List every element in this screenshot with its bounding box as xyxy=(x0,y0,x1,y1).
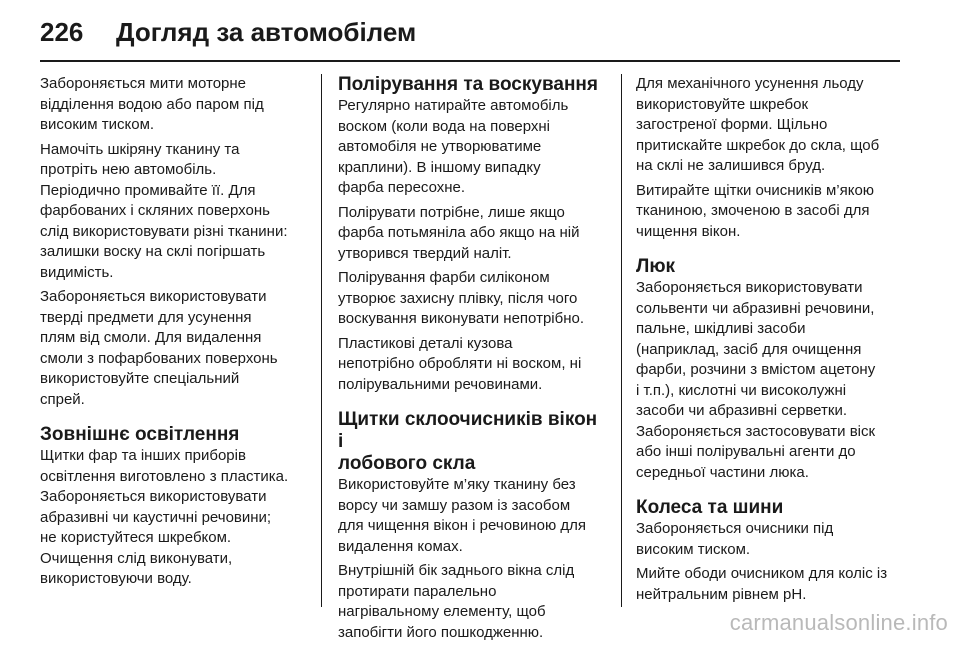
paragraph: Намочіть шкіряну тканину та протріть нею автомобіль. Періодично промивайте її. Для фарбованих і скляних поверхонь слід використовувати різні тканини: залишки воску на склі погіршать видимість. xyxy=(40,140,288,281)
column-middle xyxy=(338,74,606,647)
paragraph: Використовуйте м’яку тканину без ворсу чи замшу разом із засобом для чищення вікон і речовиною для видалення комах. xyxy=(338,476,587,555)
paragraph: Забороняється очисники під високим тиском. xyxy=(636,520,834,558)
header-rule xyxy=(40,60,900,62)
paragraph: Забороняється використовувати сольвенти чи абразивні речовини, пальне, шкідливі засоби (наприклад, засіб для очищення фарби, розчини з вмістом ацетону і т.п.), кислотні чи високолужні засоби чи абразивні серветки. Забороняється застосовувати віск або інші полірувальні агенти до середньої частини люка. xyxy=(636,279,876,481)
paragraph: Полірувати потрібне, лише якщо фарба потьмяніла або якщо на ній утворився твердий наліт. xyxy=(338,203,580,262)
section-heading: Полірування та воскування xyxy=(338,74,598,95)
page-title: Догляд за автомобілем xyxy=(116,17,417,47)
watermark: carmanualsonline.info xyxy=(729,610,948,635)
column-divider-1 xyxy=(321,74,322,607)
page-number: 226 xyxy=(40,17,84,47)
column-divider-2 xyxy=(621,74,622,607)
paragraph: Щитки фар та інших приборів освітлення виготовлено з пластика. Забороняється використовувати абразивні чи каустичні речовини; не користуйтеся шкребком. Очищення слід виконувати, використовуючи воду. xyxy=(40,447,289,587)
paragraph: Полірування фарби силіконом утворює захисну плівку, після чого воскування виконувати непотрібно. xyxy=(338,269,584,327)
paragraph: Пластикові деталі кузова непотрібно обробляти ні воском, ні полірувальними речовинами. xyxy=(338,334,582,393)
paragraph: Забороняється мити моторне відділення водою або паром під високим тиском. xyxy=(40,75,264,133)
column-left xyxy=(40,74,312,594)
paragraph: Внутрішній бік заднього вікна слід протирати паралельно нагрівальному елементу, щоб запобігти його пошкодженню. xyxy=(338,562,575,641)
paragraph: Регулярно натирайте автомобіль воском (коли вода на поверхні автомобіля не утворюватиме краплини). В іншому випадку фарба пересохне. xyxy=(338,97,569,196)
column-right xyxy=(636,74,908,609)
paragraph: Витирайте щітки очисників м’якою тканиною, змоченою в засобі для чищення вікон. xyxy=(636,181,875,240)
paragraph: Для механічного усунення льоду використовуйте шкребок загостреної форми. Щільно притискайте шкребок до скла, щоб на склі не залишився бруд. xyxy=(636,75,880,174)
paragraph: Забороняється використовувати тверді предмети для усунення плям від смоли. Для видалення смоли з пофарбованих поверхонь використовуйте спеціальний спрей. xyxy=(40,288,278,408)
section-heading: Колеса та шини xyxy=(636,497,784,518)
section-heading: Зовнішнє освітлення xyxy=(40,424,240,445)
section-heading: Щитки склоочисників вікон і лобового скла xyxy=(338,409,598,474)
paragraph: Мийте ободи очисником для коліс із нейтральним рівнем рН. xyxy=(636,565,888,603)
section-heading: Люк xyxy=(636,256,676,277)
